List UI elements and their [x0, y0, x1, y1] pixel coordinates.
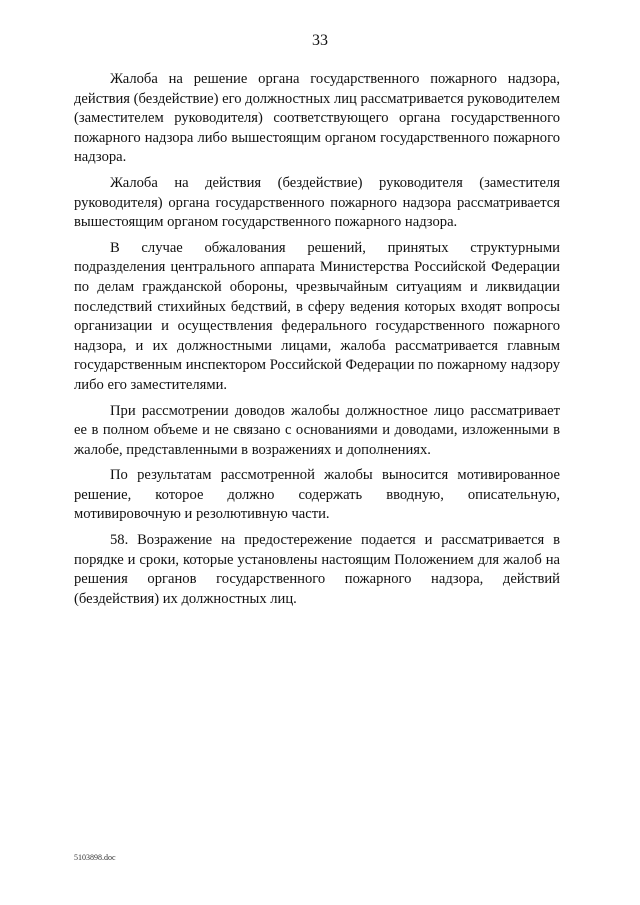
paragraph-review-scope: При рассмотрении доводов жалобы должностное лицо рассматривает ее в полном объеме и не связано с основаниями и доводами, изложенными в жалобе, представленными в возражениях и дополнениях. [74, 402, 560, 458]
document-body [74, 70, 560, 615]
paragraph-58-objection: 58. Возражение на предостережение подается и рассматривается в порядке и сроки, которые установлены настоящим Положением для жалоб на решения органов государственного пожарного надзора, действий (бездействия) их должностных лиц. [74, 532, 560, 607]
document-code: 5103898.doc [74, 853, 116, 862]
page-number: 33 [312, 32, 328, 49]
paragraph-reasoned-decision: По результатам рассмотренной жалобы выносится мотивированное решение, которое должно содержать вводную, описательную, мотивировочную и резолютивную части. [74, 467, 560, 523]
paragraph-central-apparatus: В случае обжалования решений, принятых структурными подразделения центрального аппарата Министерства Российской Федерации по делам гражданской обороны, чрезвычайным ситуациям и ликвидации последствий стихийных бедствий, в сферу ведения которых входят вопросы организации и осуществления федерального государственного пожарного надзора, и их должностными лицами, жалоба рассматривается главным государственным инспектором Российской Федерации по пожарному надзору либо его заместителями. [74, 239, 560, 393]
paragraph-complaint-decision: Жалоба на решение органа государственного пожарного надзора, действия (бездействие) его должностных лиц рассматривается руководителем (заместителем руководителя) соответствующего органа государственного пожарного надзора либо вышестоящим органом государственного пожарного надзора. [74, 71, 560, 166]
paragraph-complaint-head: Жалоба на действия (бездействие) руководителя (заместителя руководителя) органа государственного пожарного надзора рассматривается вышестоящим органом государственного пожарного надзора. [74, 174, 560, 231]
